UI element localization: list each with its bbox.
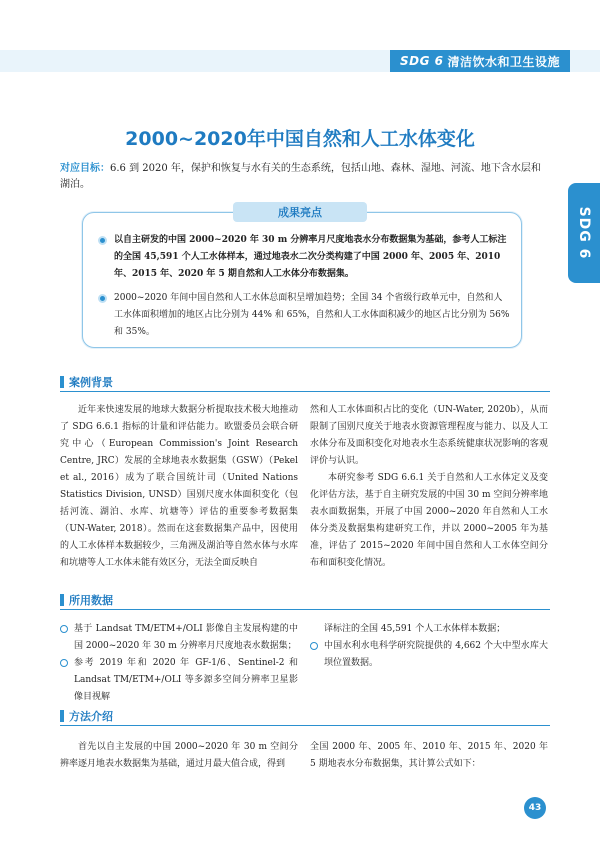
data-item-text: 译标注的全国 45,591 个人工水体样本数据； (324, 624, 506, 634)
paragraph: 首先以自主发展的中国 2000~2020 年 30 m 空间分辨率逐月地表水数据集为基础，通过月最大值合成，得到 (60, 742, 298, 769)
highlight-item (98, 290, 510, 341)
data-item-text: 基于 Landsat TM/ETM+/OLI 影像自主发展构建的中国 2000~2020 年 30 m 分辨率月尺度地表水数据集； (74, 624, 298, 651)
highlights-title: 成果亮点 (233, 202, 367, 222)
side-sdg-tab (568, 183, 600, 283)
highlight-item (98, 232, 510, 283)
data-right-column (310, 621, 548, 672)
data-left-column (60, 621, 298, 706)
background-left-column (60, 402, 298, 572)
header-sdg-label: SDG 6 (400, 54, 444, 68)
page-title: 2000~2020年中国自然和人工水体变化 (125, 128, 475, 150)
section-header-data (60, 592, 550, 610)
paragraph: 然和人工水体面积占比的变化（UN-Water, 2020b），从而限制了国别尺度关于地表水资源管理程度与能力、以及人工水体分布及面积变化对地表水生态系统健康状况影响的客观评价与认识。 (310, 405, 548, 466)
side-tab-label: SDG 6 (576, 206, 592, 260)
highlight-text: 2000~2020 年间中国自然和人工水体总面积呈增加趋势；全国 34 个省级行政单元中，自然和人工水体面积增加的地区占比分别为 44% 和 65%，自然和人工水体面积减少的地区占比分别为 56% 和 35%。 (114, 293, 510, 337)
bullet-icon (98, 236, 107, 245)
target-label: 对应目标： (60, 163, 110, 174)
data-list-item (60, 621, 298, 655)
target-statement (60, 161, 550, 193)
section-title: 所用数据 (60, 592, 119, 610)
data-list-item (310, 621, 548, 638)
bullet-icon (98, 294, 107, 303)
bullet-icon (60, 659, 68, 667)
paragraph: 全国 2000 年、2005 年、2010 年、2015 年、2020 年 5 期地表水分布数据集，其计算公式如下： (310, 742, 548, 769)
target-text: 6.6 到 2020 年，保护和恢复与水有关的生态系统，包括山地、森林、湿地、河流、地下含水层和湖泊。 (60, 163, 541, 190)
data-item-text: 中国水利水电科学研究院提供的 4,662 个大中型水库大坝位置数据。 (324, 641, 548, 668)
section-header-method (60, 708, 550, 726)
data-item-text: 参考 2019 年和 2020 年 GF-1/6、Sentinel-2 和 Landsat TM/ETM+/OLI 等多源多空间分辨率卫星影像目视解 (74, 658, 298, 702)
page-number: 43 (524, 797, 546, 819)
method-right-column (310, 739, 548, 773)
data-list-item (60, 655, 298, 706)
paragraph: 近年来快速发展的地球大数据分析提取技术极大地推动了 SDG 6.6.1 指标的计量和评估能力。欧盟委员会联合研究中心（European Commission's Joint Research Centre, JRC）发展的全球地表水数据集（GSW）（Pekel et al., 2016）成为了联合国统计司（United Nations Statistics Division, UNSD）国别尺度水体面积变化（包括河流、湖泊、水库、坑塘等）评估的重要参考数据集（UN-Water, 2018）。然而在这套数据集产品中，因使用的人工水体样本数据较少，三角洲及湖泊等自然水体与水库和坑塘等人工水体未能有效区分，无法全面反映自 (60, 405, 298, 568)
background-right-column (310, 402, 548, 572)
section-title: 案例背景 (60, 374, 119, 392)
header-sdg-title: 清洁饮水和卫生设施 (447, 54, 560, 69)
data-list-item (310, 638, 548, 672)
section-header-background (60, 374, 550, 392)
method-left-column (60, 739, 298, 773)
bullet-icon (310, 642, 318, 650)
paragraph: 本研究参考 SDG 6.6.1 关于自然和人工水体定义及变化评估方法，基于自主研究发展的中国 30 m 空间分辨率地表水面数据集，开展了中国 2000~2020 年自然和人工水体分类及数据集构建研究工作，并以 2000~2005 年为基准，评估了 2015~2020 年间中国自然和人工水体空间分布和面积变化情况。 (310, 473, 548, 568)
bullet-icon (60, 625, 68, 633)
header-section-tab (390, 50, 570, 72)
section-title: 方法介绍 (60, 708, 119, 726)
highlight-text: 以自主研发的中国 2000~2020 年 30 m 分辨率月尺度地表水分布数据集为基础，参考人工标注的全国 45,591 个人工水体样本，通过地表水二次分类构建了中国 2000 年、2005 年、2010 年、2015 年、2020 年 5 期自然和人工水体分布数据集。 (114, 235, 507, 279)
